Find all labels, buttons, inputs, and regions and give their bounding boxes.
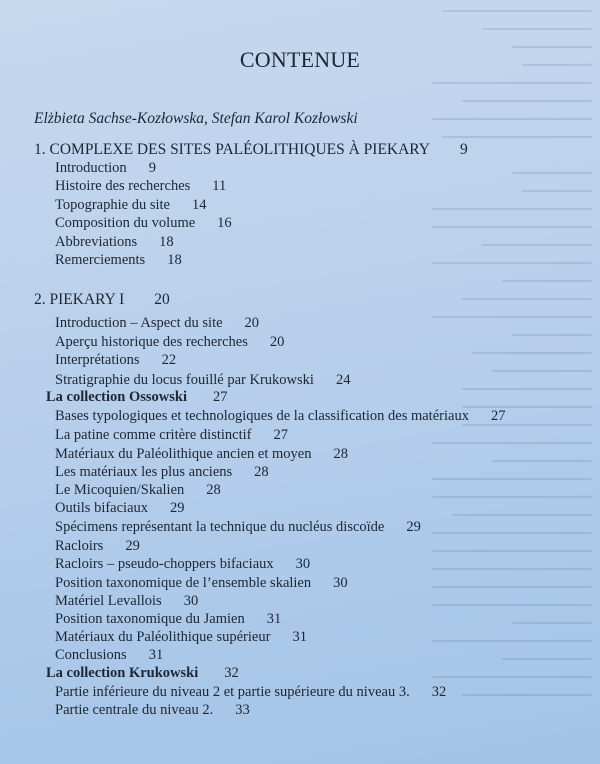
toc-entry[interactable] (55, 351, 176, 369)
toc-entry[interactable] (55, 314, 259, 332)
toc-page-number: 31 (292, 629, 307, 645)
toc-entry-label: La collection Krukowski (46, 665, 199, 681)
toc-entry[interactable] (55, 610, 281, 628)
toc-entry-label: Position taxonomique du Jamien (55, 611, 245, 627)
toc-entry[interactable] (55, 407, 505, 425)
toc-page-number: 30 (183, 593, 199, 609)
toc-entry-label: La patine comme critère distinctif (55, 427, 252, 443)
toc-entry-label: Racloirs (55, 538, 104, 554)
toc-entry[interactable] (55, 177, 226, 195)
toc-page-number: 28 (254, 464, 269, 480)
toc-entry[interactable] (55, 574, 348, 592)
toc-collection-krukowski[interactable] (46, 664, 239, 682)
toc-entry-label: Partie centrale du niveau 2. (55, 702, 214, 718)
toc-page-number: 32 (224, 665, 239, 681)
toc-entry[interactable] (55, 555, 310, 573)
toc-entry-label: Outils bifaciaux (55, 500, 149, 516)
toc-entry-label: Topographie du site (55, 197, 170, 213)
toc-page-number: 16 (217, 215, 232, 231)
toc-page-number: 11 (212, 178, 227, 194)
toc-entry[interactable] (55, 518, 421, 536)
toc-page-number: 22 (161, 352, 177, 368)
toc-entry-label: Abbreviations (55, 234, 138, 250)
toc-entry-label: Introduction – Aspect du site (55, 315, 223, 331)
toc-entry[interactable] (55, 251, 182, 269)
toc-page-number: 24 (335, 372, 351, 388)
toc-page-number: 29 (406, 519, 421, 535)
toc-entry-label: Spécimens représentant la technique du nucléus discoïde (55, 519, 385, 535)
toc-entry-label: Racloirs – pseudo-choppers bifaciaux (55, 556, 274, 572)
toc-page-number: 9 (148, 160, 156, 176)
toc-entry-label: Aperçu historique des recherches (55, 334, 248, 350)
toc-entry[interactable] (55, 592, 198, 610)
toc-entry[interactable] (55, 646, 163, 664)
toc-collection-ossowski[interactable] (46, 388, 227, 406)
toc-entry-label: Position taxonomique de l’ensemble skalien (55, 575, 312, 591)
toc-page-number: 30 (295, 556, 311, 572)
toc-entry-label: La collection Ossowski (46, 389, 187, 405)
toc-section-2[interactable] (34, 291, 170, 309)
toc-page-number: 20 (154, 291, 170, 308)
toc-section-1[interactable] (34, 141, 468, 159)
toc-entry-label: 2. PIEKARY I (34, 291, 125, 308)
toc-entry[interactable] (55, 499, 185, 517)
page-show-through (430, 0, 600, 764)
toc-entry[interactable] (55, 233, 174, 251)
toc-entry-label: Matériaux du Paléolithique supérieur (55, 629, 271, 645)
toc-entry-label: Le Micoquien/Skalien (55, 482, 185, 498)
toc-entry-label: Matériaux du Paléolithique ancien et moyen (55, 446, 312, 462)
toc-entry[interactable] (55, 537, 140, 555)
toc-entry-label: Matériel Levallois (55, 593, 162, 609)
page-title: CONTENUE (239, 47, 361, 72)
toc-page-number: 30 (333, 575, 348, 591)
toc-entry[interactable] (55, 463, 269, 481)
toc-entry[interactable] (55, 371, 350, 389)
toc-entry-label: Composition du volume (55, 215, 196, 231)
toc-entry-label: Conclusions (55, 647, 127, 663)
toc-page-number: 32 (431, 684, 447, 700)
toc-page-number: 14 (191, 197, 207, 213)
toc-entry[interactable] (55, 445, 348, 463)
toc-page-number: 9 (459, 141, 468, 158)
toc-page-number: 27 (273, 427, 288, 443)
toc-page-number: 20 (269, 334, 285, 350)
toc-entry[interactable] (55, 683, 446, 701)
toc-entry-label: Introduction (55, 160, 127, 176)
toc-page-number: 31 (266, 611, 282, 627)
toc-entry-label: Histoire des recherches (55, 178, 191, 194)
toc-page-number: 20 (244, 315, 260, 331)
toc-page-number: 29 (125, 538, 140, 554)
toc-entry-label: Les matériaux les plus anciens (55, 464, 233, 480)
toc-entry[interactable] (55, 628, 307, 646)
toc-entry-label: Remerciements (55, 252, 146, 268)
toc-page-number: 28 (333, 446, 348, 462)
toc-page-number: 29 (170, 500, 185, 516)
toc-page-number: 31 (148, 647, 164, 663)
toc-page-number: 33 (235, 702, 250, 718)
toc-page-number: 27 (212, 389, 228, 405)
toc-entry[interactable] (55, 426, 288, 444)
toc-entry[interactable] (55, 333, 284, 351)
toc-entry-label: Bases typologiques et technologiques de la classification des matériaux (55, 408, 469, 424)
toc-entry-label: Interprétations (55, 352, 140, 368)
toc-entry[interactable] (55, 701, 250, 719)
toc-page-number: 28 (206, 482, 221, 498)
toc-entry[interactable] (55, 196, 206, 214)
toc-page-number: 18 (167, 252, 182, 268)
toc-entry-label: Partie inférieure du niveau 2 et partie supérieure du niveau 3. (55, 684, 410, 700)
toc-entry[interactable] (55, 159, 156, 177)
toc-entry[interactable] (55, 214, 232, 232)
toc-entry-label: Stratigraphie du locus fouillé par Krukowski (55, 372, 314, 388)
toc-entry-label: 1. COMPLEXE DES SITES PALÉOLITHIQUES À PIEKARY (34, 141, 430, 158)
authors-line: Elżbieta Sachse-Kozłowska, Stefan Karol Kozłowski (34, 110, 358, 127)
toc-page-number: 27 (490, 408, 506, 424)
toc-entry[interactable] (55, 481, 221, 499)
toc-page-number: 18 (159, 234, 174, 250)
